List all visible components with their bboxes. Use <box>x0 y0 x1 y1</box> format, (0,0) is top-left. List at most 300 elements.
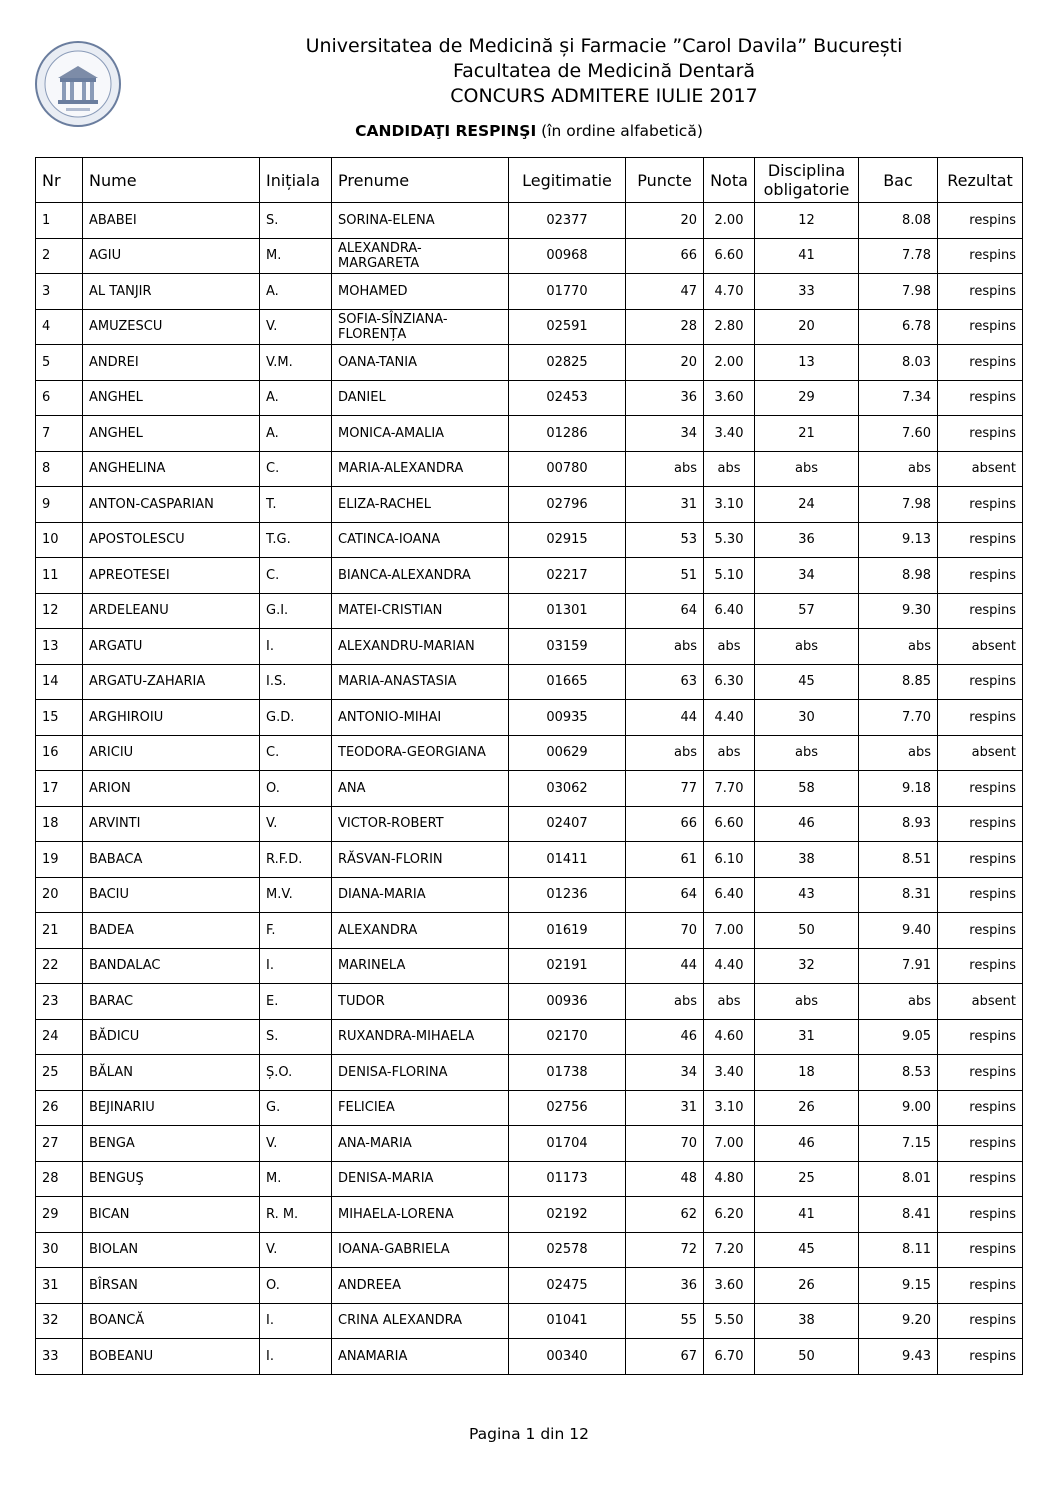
list-note: (în ordine alfabetică) <box>541 122 703 140</box>
column-header-nr: Nr <box>36 158 83 203</box>
cell-prenume: SOFIA-SÎNZIANA-FLORENȚA <box>332 309 509 345</box>
cell-legitimatie: 00780 <box>509 451 626 487</box>
column-header-nota: Nota <box>704 158 755 203</box>
cell-bac: 9.00 <box>859 1090 938 1126</box>
cell-initiala: Ș.O. <box>260 1055 332 1091</box>
cell-bac: abs <box>859 984 938 1020</box>
cell-nota: 3.10 <box>704 1090 755 1126</box>
cell-disciplina: 45 <box>755 1232 859 1268</box>
cell-rezultat: respins <box>938 558 1023 594</box>
cell-nota: 7.20 <box>704 1232 755 1268</box>
cell-bac: 7.15 <box>859 1126 938 1162</box>
cell-rezultat: respins <box>938 593 1023 629</box>
table-row <box>36 522 1023 558</box>
cell-nume: ARGHIROIU <box>83 700 260 736</box>
cell-nume: APOSTOLESCU <box>83 522 260 558</box>
cell-nr: 10 <box>36 522 83 558</box>
cell-initiala: I. <box>260 1339 332 1375</box>
table-row <box>36 842 1023 878</box>
cell-disciplina: abs <box>755 451 859 487</box>
cell-puncte: 20 <box>626 203 704 239</box>
cell-puncte: 64 <box>626 877 704 913</box>
cell-disciplina: 33 <box>755 274 859 310</box>
cell-initiala: G.I. <box>260 593 332 629</box>
cell-nr: 22 <box>36 948 83 984</box>
cell-nume: BABACA <box>83 842 260 878</box>
cell-nume: AMUZESCU <box>83 309 260 345</box>
university-name: Universitatea de Medicină și Farmacie ”Carol Davila” București <box>305 35 903 57</box>
cell-rezultat: respins <box>938 700 1023 736</box>
cell-legitimatie: 02756 <box>509 1090 626 1126</box>
cell-legitimatie: 02915 <box>509 522 626 558</box>
cell-prenume: ANDREEA <box>332 1268 509 1304</box>
cell-nume: ARGATU <box>83 629 260 665</box>
cell-prenume: SORINA-ELENA <box>332 203 509 239</box>
cell-legitimatie: 01236 <box>509 877 626 913</box>
cell-legitimatie: 00629 <box>509 735 626 771</box>
cell-initiala: A. <box>260 380 332 416</box>
cell-initiala: I. <box>260 1303 332 1339</box>
table-row <box>36 487 1023 523</box>
cell-rezultat: absent <box>938 984 1023 1020</box>
column-header-rezultat: Rezultat <box>938 158 1023 203</box>
cell-prenume: ELIZA-RACHEL <box>332 487 509 523</box>
table-row <box>36 451 1023 487</box>
cell-nr: 28 <box>36 1161 83 1197</box>
cell-bac: 7.91 <box>859 948 938 984</box>
cell-nota: abs <box>704 735 755 771</box>
cell-bac: 8.11 <box>859 1232 938 1268</box>
cell-disciplina: 13 <box>755 345 859 381</box>
table-row <box>36 309 1023 345</box>
cell-legitimatie: 01619 <box>509 913 626 949</box>
cell-nr: 15 <box>36 700 83 736</box>
cell-nota: 6.40 <box>704 593 755 629</box>
university-seal-icon <box>34 40 122 128</box>
cell-disciplina: 18 <box>755 1055 859 1091</box>
cell-bac: 8.08 <box>859 203 938 239</box>
cell-prenume: DIANA-MARIA <box>332 877 509 913</box>
column-header-disciplina: Disciplina obligatorie <box>755 158 859 203</box>
cell-prenume: MARINELA <box>332 948 509 984</box>
cell-legitimatie: 02170 <box>509 1019 626 1055</box>
cell-nr: 25 <box>36 1055 83 1091</box>
cell-puncte: 61 <box>626 842 704 878</box>
column-header-puncte: Puncte <box>626 158 704 203</box>
table-header-row <box>36 158 1023 203</box>
cell-disciplina: 20 <box>755 309 859 345</box>
table-row <box>36 1161 1023 1197</box>
cell-disciplina: 26 <box>755 1268 859 1304</box>
cell-rezultat: respins <box>938 522 1023 558</box>
cell-bac: 8.01 <box>859 1161 938 1197</box>
table-row <box>36 664 1023 700</box>
cell-nume: AL TANJIR <box>83 274 260 310</box>
cell-initiala: V. <box>260 1232 332 1268</box>
cell-nota: 6.70 <box>704 1339 755 1375</box>
cell-nume: BACIU <box>83 877 260 913</box>
cell-rezultat: respins <box>938 1268 1023 1304</box>
cell-legitimatie: 02825 <box>509 345 626 381</box>
cell-bac: 8.85 <box>859 664 938 700</box>
table-row <box>36 1303 1023 1339</box>
cell-rezultat: respins <box>938 842 1023 878</box>
cell-disciplina: abs <box>755 984 859 1020</box>
cell-nota: 6.60 <box>704 238 755 274</box>
cell-puncte: 77 <box>626 771 704 807</box>
cell-legitimatie: 02453 <box>509 380 626 416</box>
cell-nota: 3.40 <box>704 416 755 452</box>
table-row <box>36 948 1023 984</box>
cell-disciplina: 34 <box>755 558 859 594</box>
cell-initiala: I.S. <box>260 664 332 700</box>
cell-disciplina: 31 <box>755 1019 859 1055</box>
cell-legitimatie: 01411 <box>509 842 626 878</box>
cell-prenume: CRINA ALEXANDRA <box>332 1303 509 1339</box>
cell-legitimatie: 03062 <box>509 771 626 807</box>
cell-nume: BĂDICU <box>83 1019 260 1055</box>
cell-rezultat: respins <box>938 238 1023 274</box>
cell-disciplina: 45 <box>755 664 859 700</box>
cell-prenume: OANA-TANIA <box>332 345 509 381</box>
cell-nume: BĂLAN <box>83 1055 260 1091</box>
cell-rezultat: respins <box>938 274 1023 310</box>
cell-legitimatie: 01301 <box>509 593 626 629</box>
cell-nota: 5.50 <box>704 1303 755 1339</box>
cell-bac: 8.98 <box>859 558 938 594</box>
cell-nota: abs <box>704 984 755 1020</box>
cell-prenume: DENISA-FLORINA <box>332 1055 509 1091</box>
cell-disciplina: 46 <box>755 806 859 842</box>
cell-initiala: M. <box>260 1161 332 1197</box>
cell-prenume: MOHAMED <box>332 274 509 310</box>
cell-nr: 19 <box>36 842 83 878</box>
cell-puncte: 46 <box>626 1019 704 1055</box>
cell-nota: 6.20 <box>704 1197 755 1233</box>
cell-puncte: 20 <box>626 345 704 381</box>
page-number: Pagina 1 din 12 <box>469 1425 589 1443</box>
cell-puncte: 70 <box>626 1126 704 1162</box>
cell-nume: ANGHELINA <box>83 451 260 487</box>
cell-disciplina: 25 <box>755 1161 859 1197</box>
table-row <box>36 274 1023 310</box>
cell-disciplina: 46 <box>755 1126 859 1162</box>
cell-initiala: M. <box>260 238 332 274</box>
cell-nota: 4.70 <box>704 274 755 310</box>
cell-nota: 2.80 <box>704 309 755 345</box>
column-header-nume: Nume <box>83 158 260 203</box>
cell-nr: 3 <box>36 274 83 310</box>
table-row <box>36 380 1023 416</box>
cell-puncte: 51 <box>626 558 704 594</box>
cell-nota: 7.00 <box>704 1126 755 1162</box>
cell-prenume: TUDOR <box>332 984 509 1020</box>
cell-bac: 9.20 <box>859 1303 938 1339</box>
cell-nr: 4 <box>36 309 83 345</box>
cell-nume: ARION <box>83 771 260 807</box>
cell-nume: ANDREI <box>83 345 260 381</box>
cell-nota: 5.10 <box>704 558 755 594</box>
cell-puncte: 48 <box>626 1161 704 1197</box>
cell-legitimatie: 02192 <box>509 1197 626 1233</box>
cell-bac: 7.34 <box>859 380 938 416</box>
cell-puncte: abs <box>626 735 704 771</box>
cell-nota: 3.60 <box>704 1268 755 1304</box>
cell-nr: 21 <box>36 913 83 949</box>
faculty-name: Facultatea de Medicină Dentară <box>452 60 756 82</box>
table-row <box>36 1339 1023 1375</box>
cell-rezultat: respins <box>938 1232 1023 1268</box>
cell-nume: ARGATU-ZAHARIA <box>83 664 260 700</box>
cell-bac: 9.18 <box>859 771 938 807</box>
cell-rezultat: respins <box>938 1090 1023 1126</box>
cell-puncte: 66 <box>626 806 704 842</box>
cell-prenume: ANAMARIA <box>332 1339 509 1375</box>
cell-initiala: M.V. <box>260 877 332 913</box>
cell-rezultat: absent <box>938 451 1023 487</box>
cell-nota: 4.40 <box>704 948 755 984</box>
cell-nr: 31 <box>36 1268 83 1304</box>
cell-bac: 8.93 <box>859 806 938 842</box>
cell-legitimatie: 00936 <box>509 984 626 1020</box>
cell-legitimatie: 02578 <box>509 1232 626 1268</box>
cell-disciplina: 57 <box>755 593 859 629</box>
cell-bac: 7.78 <box>859 238 938 274</box>
cell-bac: 8.51 <box>859 842 938 878</box>
cell-nume: BANDALAC <box>83 948 260 984</box>
cell-nr: 17 <box>36 771 83 807</box>
cell-initiala: R.F.D. <box>260 842 332 878</box>
cell-initiala: A. <box>260 274 332 310</box>
cell-bac: 9.30 <box>859 593 938 629</box>
cell-nume: ARVINTI <box>83 806 260 842</box>
cell-rezultat: respins <box>938 1019 1023 1055</box>
cell-nume: BICAN <box>83 1197 260 1233</box>
cell-puncte: 34 <box>626 1055 704 1091</box>
cell-nota: 5.30 <box>704 522 755 558</box>
cell-prenume: ALEXANDRU-MARIAN <box>332 629 509 665</box>
cell-rezultat: respins <box>938 203 1023 239</box>
cell-nota: 3.60 <box>704 380 755 416</box>
cell-bac: 9.13 <box>859 522 938 558</box>
cell-rezultat: respins <box>938 487 1023 523</box>
table-row <box>36 1232 1023 1268</box>
cell-legitimatie: 02796 <box>509 487 626 523</box>
cell-prenume: MARIA-ANASTASIA <box>332 664 509 700</box>
cell-initiala: F. <box>260 913 332 949</box>
cell-initiala: V. <box>260 309 332 345</box>
cell-nota: 6.30 <box>704 664 755 700</box>
cell-disciplina: 29 <box>755 380 859 416</box>
cell-nume: BENGUŞ <box>83 1161 260 1197</box>
cell-bac: 6.78 <box>859 309 938 345</box>
cell-puncte: 31 <box>626 1090 704 1126</box>
cell-rezultat: respins <box>938 877 1023 913</box>
cell-puncte: 55 <box>626 1303 704 1339</box>
cell-nr: 29 <box>36 1197 83 1233</box>
table-body <box>36 203 1023 1375</box>
cell-nume: BARAC <box>83 984 260 1020</box>
cell-prenume: RĂSVAN-FLORIN <box>332 842 509 878</box>
cell-initiala: V. <box>260 806 332 842</box>
cell-prenume: MATEI-CRISTIAN <box>332 593 509 629</box>
cell-legitimatie: 01041 <box>509 1303 626 1339</box>
cell-disciplina: 41 <box>755 238 859 274</box>
cell-initiala: T.G. <box>260 522 332 558</box>
cell-initiala: E. <box>260 984 332 1020</box>
cell-rezultat: respins <box>938 309 1023 345</box>
cell-prenume: MIHAELA-LORENA <box>332 1197 509 1233</box>
cell-rezultat: respins <box>938 1339 1023 1375</box>
cell-nr: 30 <box>36 1232 83 1268</box>
cell-bac: 7.98 <box>859 274 938 310</box>
cell-prenume: BIANCA-ALEXANDRA <box>332 558 509 594</box>
cell-prenume: CATINCA-IOANA <box>332 522 509 558</box>
table-row <box>36 735 1023 771</box>
cell-prenume: VICTOR-ROBERT <box>332 806 509 842</box>
cell-bac: 9.05 <box>859 1019 938 1055</box>
cell-nr: 26 <box>36 1090 83 1126</box>
cell-legitimatie: 02475 <box>509 1268 626 1304</box>
cell-nr: 24 <box>36 1019 83 1055</box>
cell-initiala: S. <box>260 1019 332 1055</box>
cell-nr: 32 <box>36 1303 83 1339</box>
cell-nume: ANTON-CASPARIAN <box>83 487 260 523</box>
cell-legitimatie: 02591 <box>509 309 626 345</box>
cell-legitimatie: 01738 <box>509 1055 626 1091</box>
cell-legitimatie: 00935 <box>509 700 626 736</box>
column-header-prenume: Prenume <box>332 158 509 203</box>
cell-puncte: 47 <box>626 274 704 310</box>
cell-bac: abs <box>859 735 938 771</box>
cell-rezultat: respins <box>938 380 1023 416</box>
cell-disciplina: 12 <box>755 203 859 239</box>
list-subtitle <box>0 122 1058 140</box>
cell-legitimatie: 03159 <box>509 629 626 665</box>
table-row <box>36 593 1023 629</box>
cell-nr: 14 <box>36 664 83 700</box>
column-header-legitimatie: Legitimatie <box>509 158 626 203</box>
cell-disciplina: 24 <box>755 487 859 523</box>
cell-bac: 9.40 <box>859 913 938 949</box>
cell-nr: 2 <box>36 238 83 274</box>
cell-legitimatie: 01173 <box>509 1161 626 1197</box>
cell-rezultat: respins <box>938 1197 1023 1233</box>
cell-rezultat: respins <box>938 1303 1023 1339</box>
cell-puncte: 36 <box>626 380 704 416</box>
cell-nota: 3.10 <box>704 487 755 523</box>
cell-nr: 23 <box>36 984 83 1020</box>
cell-disciplina: abs <box>755 629 859 665</box>
cell-nota: 2.00 <box>704 203 755 239</box>
cell-initiala: G.D. <box>260 700 332 736</box>
cell-puncte: 44 <box>626 948 704 984</box>
cell-initiala: I. <box>260 629 332 665</box>
cell-disciplina: 21 <box>755 416 859 452</box>
cell-legitimatie: 01665 <box>509 664 626 700</box>
cell-prenume: DANIEL <box>332 380 509 416</box>
cell-prenume: RUXANDRA-MIHAELA <box>332 1019 509 1055</box>
cell-puncte: 64 <box>626 593 704 629</box>
cell-puncte: 62 <box>626 1197 704 1233</box>
cell-rezultat: respins <box>938 416 1023 452</box>
cell-disciplina: 38 <box>755 842 859 878</box>
cell-prenume: DENISA-MARIA <box>332 1161 509 1197</box>
cell-puncte: 72 <box>626 1232 704 1268</box>
column-header-bac: Bac <box>859 158 938 203</box>
list-title: CANDIDAŢI RESPINŞI <box>355 122 537 140</box>
cell-nume: APREOTESEI <box>83 558 260 594</box>
cell-puncte: 34 <box>626 416 704 452</box>
table-row <box>36 913 1023 949</box>
cell-nota: 2.00 <box>704 345 755 381</box>
cell-legitimatie: 00968 <box>509 238 626 274</box>
cell-bac: 7.70 <box>859 700 938 736</box>
cell-initiala: O. <box>260 1268 332 1304</box>
cell-bac: 8.41 <box>859 1197 938 1233</box>
cell-initiala: C. <box>260 558 332 594</box>
cell-bac: 9.43 <box>859 1339 938 1375</box>
table-row <box>36 877 1023 913</box>
cell-nota: 4.80 <box>704 1161 755 1197</box>
table-row <box>36 1268 1023 1304</box>
cell-legitimatie: 02407 <box>509 806 626 842</box>
cell-nr: 33 <box>36 1339 83 1375</box>
cell-bac: 7.60 <box>859 416 938 452</box>
cell-initiala: T. <box>260 487 332 523</box>
cell-initiala: A. <box>260 416 332 452</box>
cell-nota: 4.40 <box>704 700 755 736</box>
cell-puncte: 44 <box>626 700 704 736</box>
cell-rezultat: respins <box>938 664 1023 700</box>
cell-initiala: I. <box>260 948 332 984</box>
cell-disciplina: 32 <box>755 948 859 984</box>
cell-disciplina: 50 <box>755 1339 859 1375</box>
cell-nota: 4.60 <box>704 1019 755 1055</box>
cell-nume: ANGHEL <box>83 380 260 416</box>
exam-title: CONCURS ADMITERE IULIE 2017 <box>450 85 758 107</box>
cell-bac: abs <box>859 451 938 487</box>
table-row <box>36 238 1023 274</box>
cell-disciplina: abs <box>755 735 859 771</box>
cell-initiala: G. <box>260 1090 332 1126</box>
cell-puncte: abs <box>626 984 704 1020</box>
cell-puncte: 67 <box>626 1339 704 1375</box>
cell-legitimatie: 00340 <box>509 1339 626 1375</box>
cell-nr: 5 <box>36 345 83 381</box>
cell-rezultat: respins <box>938 771 1023 807</box>
cell-legitimatie: 01770 <box>509 274 626 310</box>
candidates-table <box>35 157 1023 1375</box>
cell-puncte: 53 <box>626 522 704 558</box>
cell-nr: 27 <box>36 1126 83 1162</box>
table-row <box>36 806 1023 842</box>
table-row <box>36 1126 1023 1162</box>
table-row <box>36 1090 1023 1126</box>
cell-nume: ANGHEL <box>83 416 260 452</box>
cell-rezultat: absent <box>938 629 1023 665</box>
cell-nr: 11 <box>36 558 83 594</box>
cell-rezultat: respins <box>938 1161 1023 1197</box>
cell-nume: BOANCĂ <box>83 1303 260 1339</box>
cell-rezultat: respins <box>938 913 1023 949</box>
cell-nr: 6 <box>36 380 83 416</box>
cell-disciplina: 58 <box>755 771 859 807</box>
cell-nota: abs <box>704 629 755 665</box>
cell-nr: 16 <box>36 735 83 771</box>
cell-prenume: FELICIEA <box>332 1090 509 1126</box>
cell-initiala: V. <box>260 1126 332 1162</box>
